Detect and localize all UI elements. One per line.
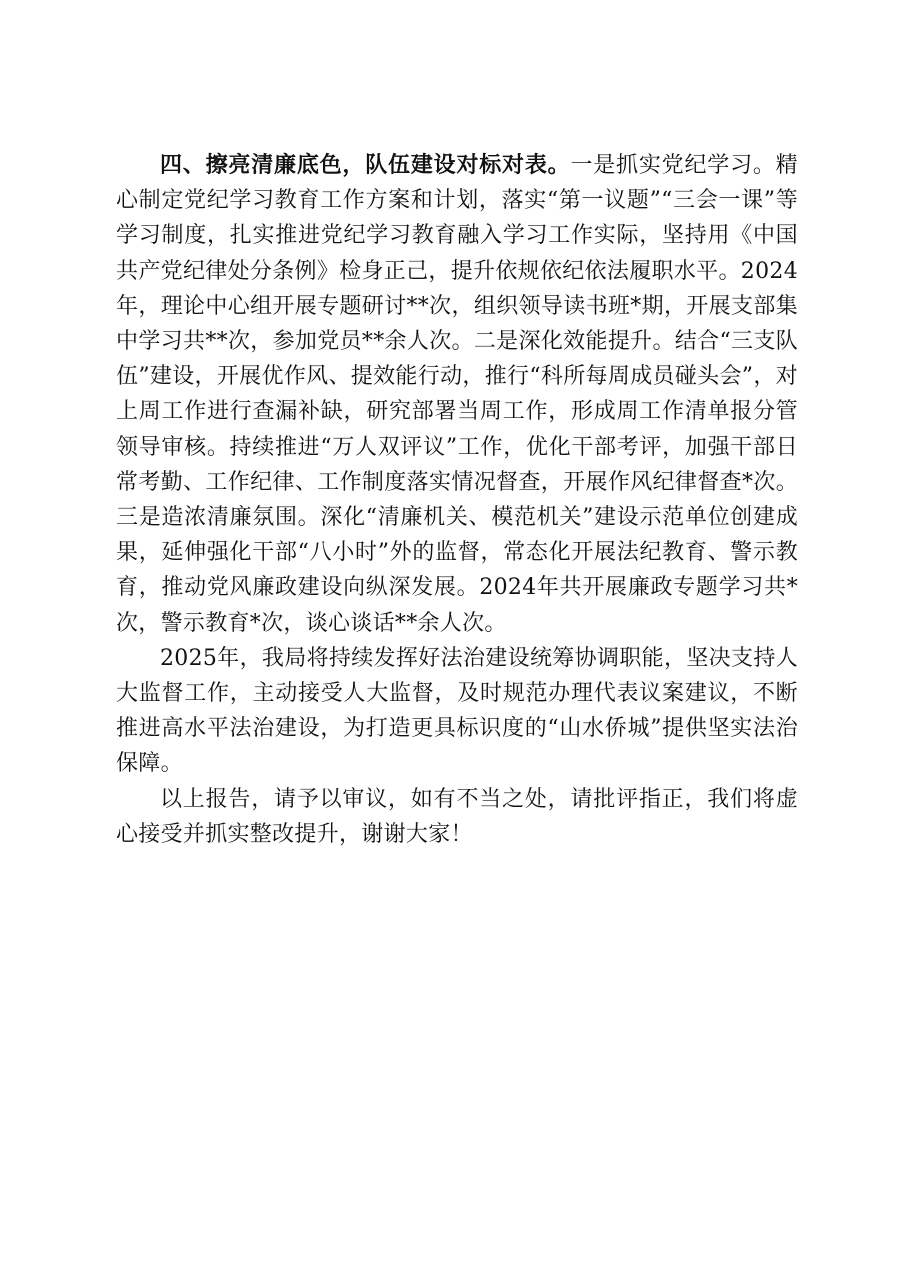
document-body <box>116 148 798 852</box>
closing-paragraph: 以上报告，请予以审议，如有不当之处，请批评指正，我们将虚心接受并抓实整改提升，谢谢大家！ <box>116 786 798 847</box>
section-four-body: 一是抓实党纪学习。精心制定党纪学习教育工作方案和计划，落实“第一议题”“三会一课”等学习制度，扎实推进党纪学习教育融入学习工作实际，坚持用《中国共产党纪律处分条例》检身正己，提升依规依纪依法履职水平。2024年，理论中心组开展专题研讨**次，组织领导读书班*期，开展支部集中学习共**次，参加党员**余人次。二是深化效能提升。结合“三支队伍”建设，开展优作风、提效能行动，推行“科所每周成员碰头会”，对上周工作进行查漏补缺，研究部署当周工作，形成周工作清单报分管领导审核。持续推进“万人双评议”工作，优化干部考评，加强干部日常考勤、工作纪律、工作制度落实情况督查，开展作风纪律督查*次。三是造浓清廉氛围。深化“清廉机关、模范机关”建设示范单位创建成果，延伸强化干部“八小时”外的监督，常态化开展法纪教育、警示教育，推动党风廉政建设向纵深发展。2024年共开展廉政专题学习共*次，警示教育*次，谈心谈话**余人次。 <box>116 153 798 636</box>
plan-2025-paragraph: 2025年，我局将持续发挥好法治建设统筹协调职能，坚决支持人大监督工作，主动接受人大监督，及时规范办理代表议案建议，不断推进高水平法治建设，为打造更具标识度的“山水侨城”提供坚实法治保障。 <box>116 645 798 777</box>
section-four-heading: 四、擦亮清廉底色，队伍建设对标对表。 <box>160 152 571 178</box>
section-four-paragraph <box>116 148 798 641</box>
